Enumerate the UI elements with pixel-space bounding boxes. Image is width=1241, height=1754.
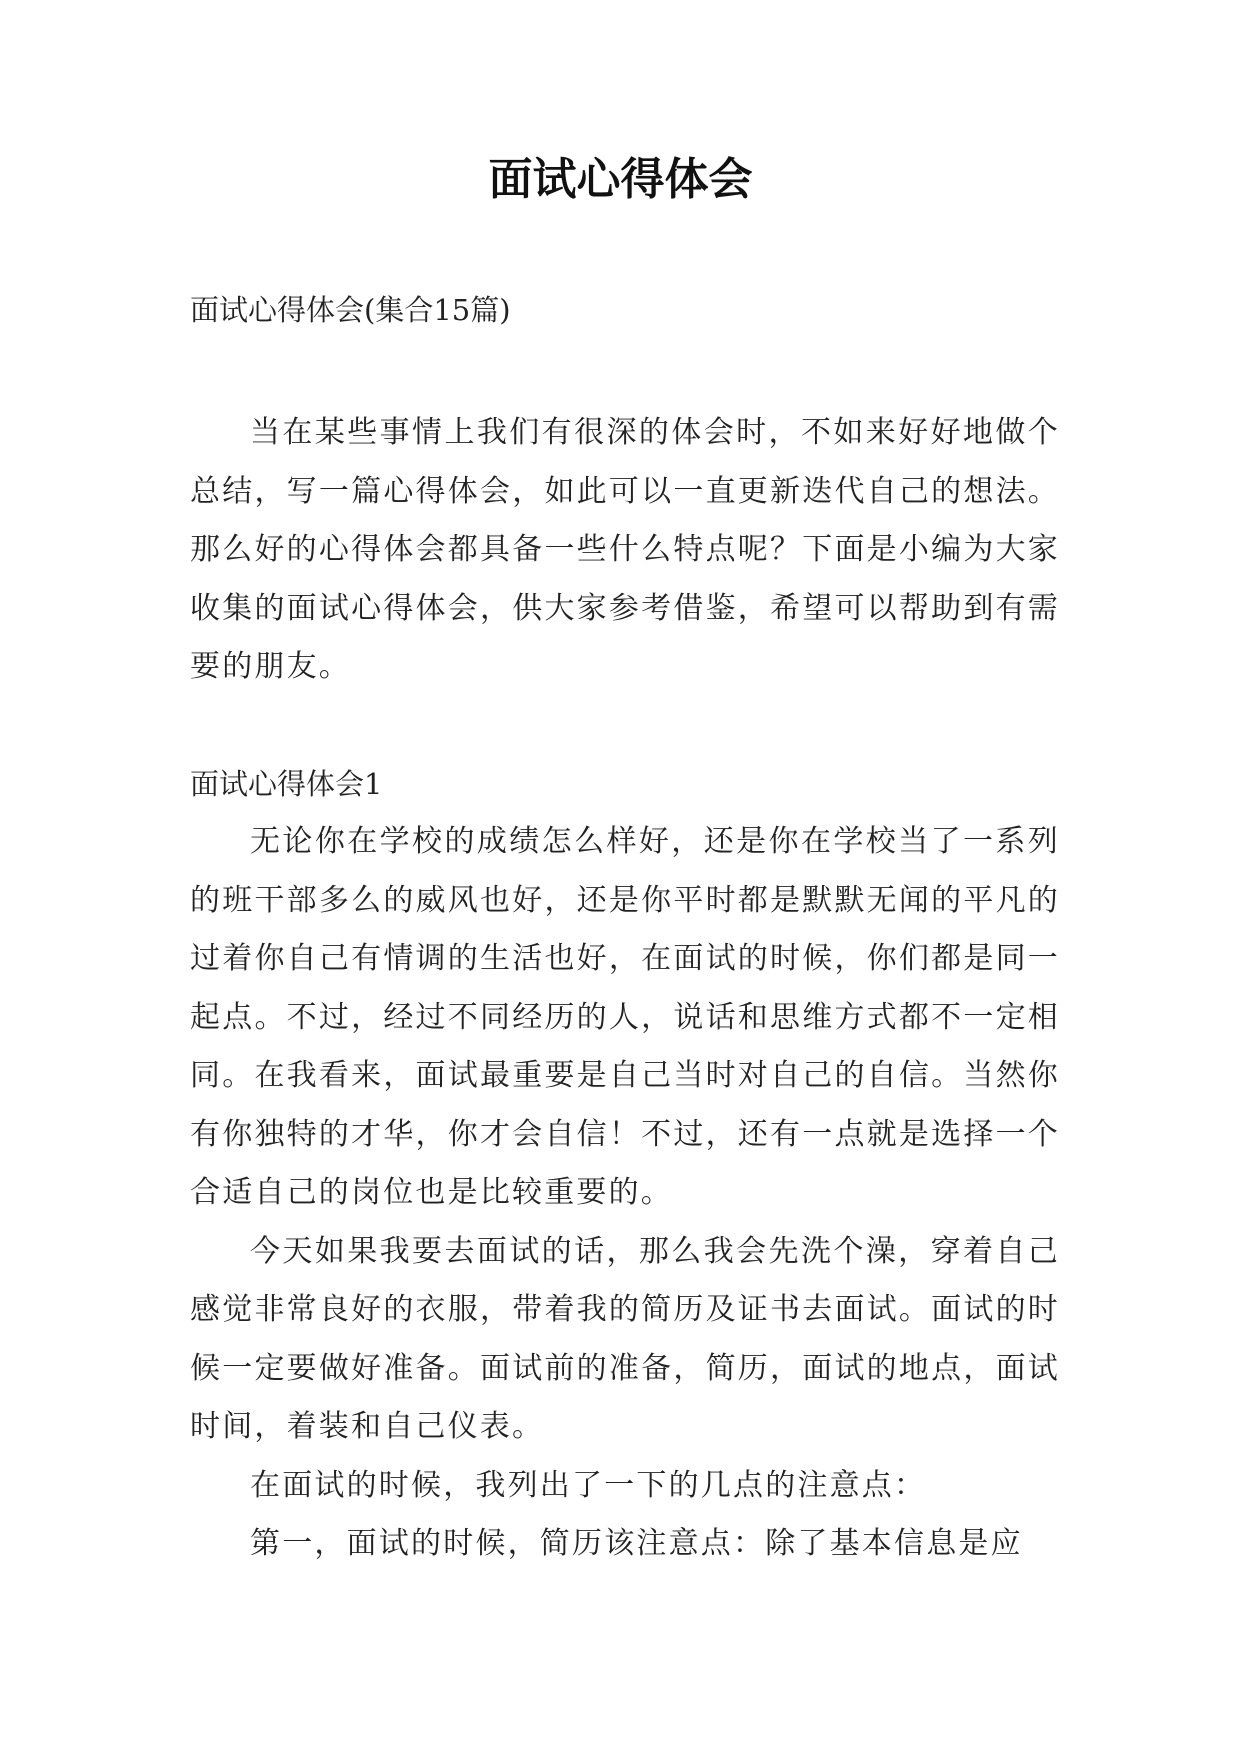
document-title: 面试心得体会 xyxy=(488,154,753,205)
body-paragraph: 第一，面试的时候，简历该注意点：除了基本信息是应 xyxy=(250,1526,1023,1561)
intro-paragraph: 当在某些事情上我们有很深的体会时，不如来好好地做个总结，写一篇心得体会，如此可以一直更新迭代自己的想法。那么好的心得体会都具备一些什么特点呢？下面是小编为大家收集的面试心得体会，供大家参考借鉴，希望可以帮助到有需要的朋友。 xyxy=(190,415,1060,684)
body-paragraph: 无论你在学校的成绩怎么样好，还是你在学校当了一系列的班干部多么的威风也好，还是你平时都是默默无闻的平凡的过着你自己有情调的生活也好，在面试的时候，你们都是同一起点。不过，经过不同经历的人，说话和思维方式都不一定相同。在我看来，面试最重要是自己当时对自己的自信。当然你有你独特的才华，你才会自信！不过，还有一点就是选择一个合适自己的岗位也是比较重要的。 xyxy=(190,824,1060,1210)
section-heading: 面试心得体会1 xyxy=(190,767,383,801)
section-body xyxy=(190,813,1060,1574)
body-paragraph: 在面试的时候，我列出了一下的几点的注意点： xyxy=(250,1467,927,1503)
body-paragraph: 今天如果我要去面试的话，那么我会先洗个澡，穿着自己感觉非常良好的衣服，带着我的简历及证书去面试。面试的时候一定要做好准备。面试前的准备，简历，面试的地点，面试时间，着装和自己仪表。 xyxy=(190,1233,1060,1444)
document-subtitle: 面试心得体会(集合15篇) xyxy=(190,293,511,327)
